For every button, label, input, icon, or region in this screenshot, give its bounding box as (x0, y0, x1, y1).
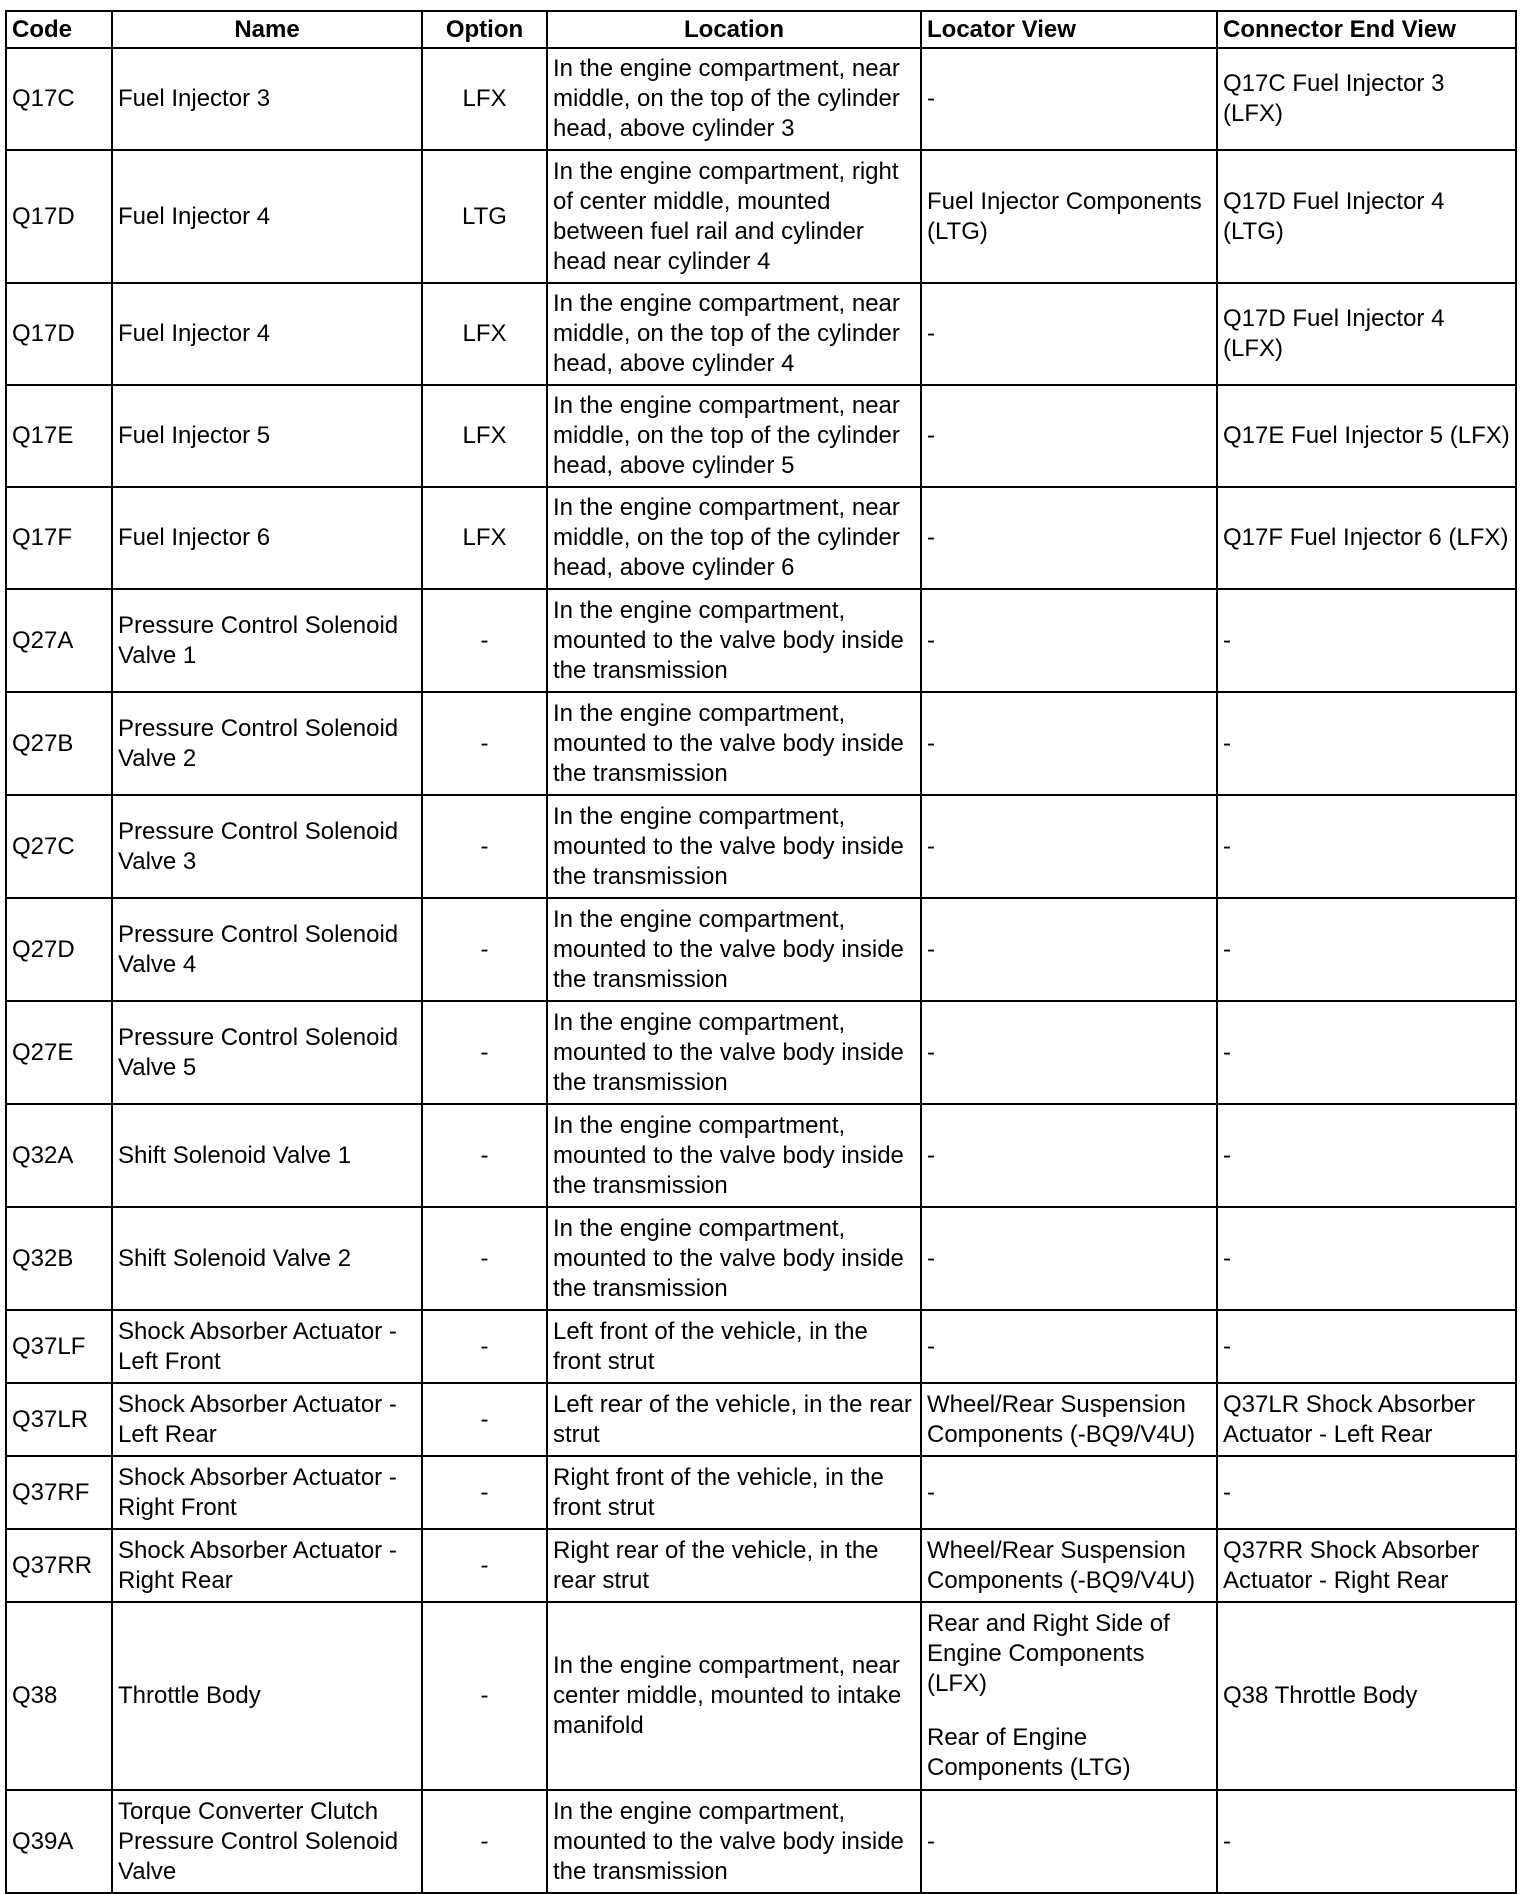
cell-locator-view (921, 1001, 1217, 1104)
cell-connector-end-view: Q17E Fuel Injector 5 (LFX) (1217, 385, 1516, 487)
cell-code: Q17F (6, 487, 112, 589)
header-connector-end-view: Connector End View (1217, 11, 1516, 48)
cell-option: - (422, 692, 547, 795)
cell-connector-end-view: Q17C Fuel Injector 3 (LFX) (1217, 48, 1516, 150)
cell-locator-view (921, 1602, 1217, 1790)
cell-connector-end-view: - (1217, 1310, 1516, 1383)
cell-location: In the engine compartment, mounted to the valve body inside the transmission (547, 898, 921, 1001)
header-option: Option (422, 11, 547, 48)
table-row (6, 1310, 1516, 1383)
cell-locator-view (921, 1456, 1217, 1529)
locator-view-entry: - (927, 320, 935, 347)
header-code: Code (6, 11, 112, 48)
header-locator-view: Locator View (921, 11, 1217, 48)
cell-name: Shock Absorber Actuator - Left Rear (112, 1383, 422, 1456)
table-row (6, 1529, 1516, 1602)
cell-option: - (422, 1310, 547, 1383)
cell-option: - (422, 1383, 547, 1456)
cell-location: In the engine compartment, near middle, on the top of the cylinder head, above cylinder 6 (547, 487, 921, 589)
table-row (6, 1790, 1516, 1893)
locator-view-entry: - (927, 729, 935, 757)
header-row (6, 11, 1516, 48)
table-row (6, 385, 1516, 487)
cell-locator-view (921, 150, 1217, 283)
cell-location: Right front of the vehicle, in the front strut (547, 1456, 921, 1529)
cell-name: Shock Absorber Actuator - Left Front (112, 1310, 422, 1383)
cell-option: - (422, 795, 547, 898)
cell-name: Throttle Body (112, 1602, 422, 1790)
table-row (6, 283, 1516, 385)
cell-code: Q32B (6, 1207, 112, 1310)
locator-view-entry: - (927, 1332, 935, 1360)
cell-name: Fuel Injector 3 (112, 48, 422, 150)
cell-location: In the engine compartment, mounted to the valve body inside the transmission (547, 1790, 921, 1893)
locator-view-entry: Wheel/Rear Suspension Components (-BQ9/V4U) (927, 1536, 1196, 1594)
table-row (6, 150, 1516, 283)
cell-code: Q37RF (6, 1456, 112, 1529)
locator-view-entry: - (927, 626, 935, 654)
cell-connector-end-view: Q17F Fuel Injector 6 (LFX) (1217, 487, 1516, 589)
cell-connector-end-view: Q17D Fuel Injector 4 (LTG) (1217, 150, 1516, 283)
cell-code: Q17E (6, 385, 112, 487)
cell-connector-end-view: Q38 Throttle Body (1217, 1602, 1516, 1790)
cell-code: Q17C (6, 48, 112, 150)
cell-option: - (422, 1456, 547, 1529)
cell-connector-end-view: - (1217, 1207, 1516, 1310)
cell-name: Pressure Control Solenoid Valve 1 (112, 589, 422, 692)
locator-view-entry: Fuel Injector Components (LTG) (927, 187, 1202, 245)
cell-location: In the engine compartment, mounted to the valve body inside the transmission (547, 692, 921, 795)
cell-code: Q27C (6, 795, 112, 898)
cell-location: Left front of the vehicle, in the front strut (547, 1310, 921, 1383)
locator-view-entry: - (927, 1827, 935, 1855)
cell-name: Fuel Injector 4 (112, 150, 422, 283)
locator-view-entry: - (927, 1478, 935, 1506)
cell-location: Right rear of the vehicle, in the rear strut (547, 1529, 921, 1602)
locator-view-entry: - (927, 1038, 935, 1066)
cell-locator-view (921, 1207, 1217, 1310)
cell-name: Shift Solenoid Valve 2 (112, 1207, 422, 1310)
cell-name: Shock Absorber Actuator - Right Rear (112, 1529, 422, 1602)
cell-code: Q32A (6, 1104, 112, 1207)
cell-code: Q37RR (6, 1529, 112, 1602)
table-row (6, 487, 1516, 589)
cell-code: Q37LR (6, 1383, 112, 1456)
cell-locator-view (921, 1790, 1217, 1893)
cell-option: - (422, 1207, 547, 1310)
cell-option: - (422, 1602, 547, 1790)
locator-view-entry: - (927, 524, 935, 551)
table-row (6, 692, 1516, 795)
table-row (6, 1456, 1516, 1529)
cell-name: Pressure Control Solenoid Valve 3 (112, 795, 422, 898)
cell-connector-end-view: - (1217, 795, 1516, 898)
cell-locator-view (921, 1104, 1217, 1207)
cell-locator-view (921, 589, 1217, 692)
cell-connector-end-view: - (1217, 1104, 1516, 1207)
cell-name: Pressure Control Solenoid Valve 4 (112, 898, 422, 1001)
cell-location: In the engine compartment, near middle, on the top of the cylinder head, above cylinder 3 (547, 48, 921, 150)
cell-location: In the engine compartment, near middle, on the top of the cylinder head, above cylinder 5 (547, 385, 921, 487)
table-row (6, 1207, 1516, 1310)
locator-view-entry: - (927, 832, 935, 860)
cell-option: LTG (422, 150, 547, 283)
cell-locator-view (921, 898, 1217, 1001)
cell-option: - (422, 1104, 547, 1207)
table-row (6, 898, 1516, 1001)
header-location: Location (547, 11, 921, 48)
cell-option: LFX (422, 385, 547, 487)
component-locator-table (5, 10, 1517, 1894)
cell-code: Q27A (6, 589, 112, 692)
cell-connector-end-view: Q37RR Shock Absorber Actuator - Right Rear (1217, 1529, 1516, 1602)
locator-view-entry: - (927, 935, 935, 963)
table-row (6, 795, 1516, 898)
cell-connector-end-view: - (1217, 589, 1516, 692)
cell-connector-end-view: Q37LR Shock Absorber Actuator - Left Rear (1217, 1383, 1516, 1456)
cell-connector-end-view: - (1217, 1456, 1516, 1529)
cell-name: Torque Converter Clutch Pressure Control Solenoid Valve (112, 1790, 422, 1893)
cell-connector-end-view: Q17D Fuel Injector 4 (LFX) (1217, 283, 1516, 385)
cell-location: Left rear of the vehicle, in the rear strut (547, 1383, 921, 1456)
locator-view-entry: Rear of Engine Components (LTG) (927, 1724, 1131, 1781)
cell-locator-view (921, 1529, 1217, 1602)
table-row (6, 48, 1516, 150)
cell-locator-view (921, 385, 1217, 487)
cell-option: - (422, 1790, 547, 1893)
table-row (6, 1383, 1516, 1456)
cell-code: Q38 (6, 1602, 112, 1790)
cell-location: In the engine compartment, mounted to the valve body inside the transmission (547, 1207, 921, 1310)
cell-option: LFX (422, 487, 547, 589)
cell-code: Q37LF (6, 1310, 112, 1383)
cell-option: LFX (422, 48, 547, 150)
cell-connector-end-view: - (1217, 692, 1516, 795)
table-row (6, 1104, 1516, 1207)
cell-name: Shock Absorber Actuator - Right Front (112, 1456, 422, 1529)
locator-view-entry: - (927, 1244, 935, 1272)
cell-locator-view (921, 283, 1217, 385)
cell-location: In the engine compartment, mounted to the valve body inside the transmission (547, 589, 921, 692)
cell-option: LFX (422, 283, 547, 385)
table-row (6, 589, 1516, 692)
locator-view-entry: Wheel/Rear Suspension Components (-BQ9/V4U) (927, 1390, 1196, 1448)
cell-location: In the engine compartment, right of center middle, mounted between fuel rail and cylinder head near cylinder 4 (547, 150, 921, 283)
cell-code: Q17D (6, 283, 112, 385)
locator-view-entry: Rear and Right Side of Engine Components (LFX) (927, 1610, 1170, 1697)
cell-location: In the engine compartment, mounted to the valve body inside the transmission (547, 1104, 921, 1207)
table-row (6, 1001, 1516, 1104)
locator-view-entry: - (927, 422, 935, 449)
cell-option: - (422, 1001, 547, 1104)
cell-code: Q27D (6, 898, 112, 1001)
locator-view-entry: - (927, 85, 935, 112)
cell-locator-view (921, 48, 1217, 150)
cell-code: Q17D (6, 150, 112, 283)
header-name: Name (112, 11, 422, 48)
cell-locator-view (921, 1383, 1217, 1456)
cell-name: Pressure Control Solenoid Valve 5 (112, 1001, 422, 1104)
cell-name: Fuel Injector 6 (112, 487, 422, 589)
cell-location: In the engine compartment, near middle, on the top of the cylinder head, above cylinder 4 (547, 283, 921, 385)
cell-name: Shift Solenoid Valve 1 (112, 1104, 422, 1207)
cell-code: Q27E (6, 1001, 112, 1104)
cell-name: Pressure Control Solenoid Valve 2 (112, 692, 422, 795)
cell-connector-end-view: - (1217, 1001, 1516, 1104)
cell-locator-view (921, 795, 1217, 898)
cell-name: Fuel Injector 5 (112, 385, 422, 487)
cell-code: Q27B (6, 692, 112, 795)
cell-connector-end-view: - (1217, 1790, 1516, 1893)
cell-location: In the engine compartment, near center middle, mounted to intake manifold (547, 1602, 921, 1790)
table-row (6, 1602, 1516, 1790)
locator-view-entry: - (927, 1141, 935, 1169)
cell-name: Fuel Injector 4 (112, 283, 422, 385)
cell-locator-view (921, 692, 1217, 795)
cell-connector-end-view: - (1217, 898, 1516, 1001)
cell-option: - (422, 1529, 547, 1602)
cell-locator-view (921, 487, 1217, 589)
cell-code: Q39A (6, 1790, 112, 1893)
cell-location: In the engine compartment, mounted to the valve body inside the transmission (547, 1001, 921, 1104)
cell-location: In the engine compartment, mounted to the valve body inside the transmission (547, 795, 921, 898)
cell-option: - (422, 589, 547, 692)
cell-locator-view (921, 1310, 1217, 1383)
cell-option: - (422, 898, 547, 1001)
